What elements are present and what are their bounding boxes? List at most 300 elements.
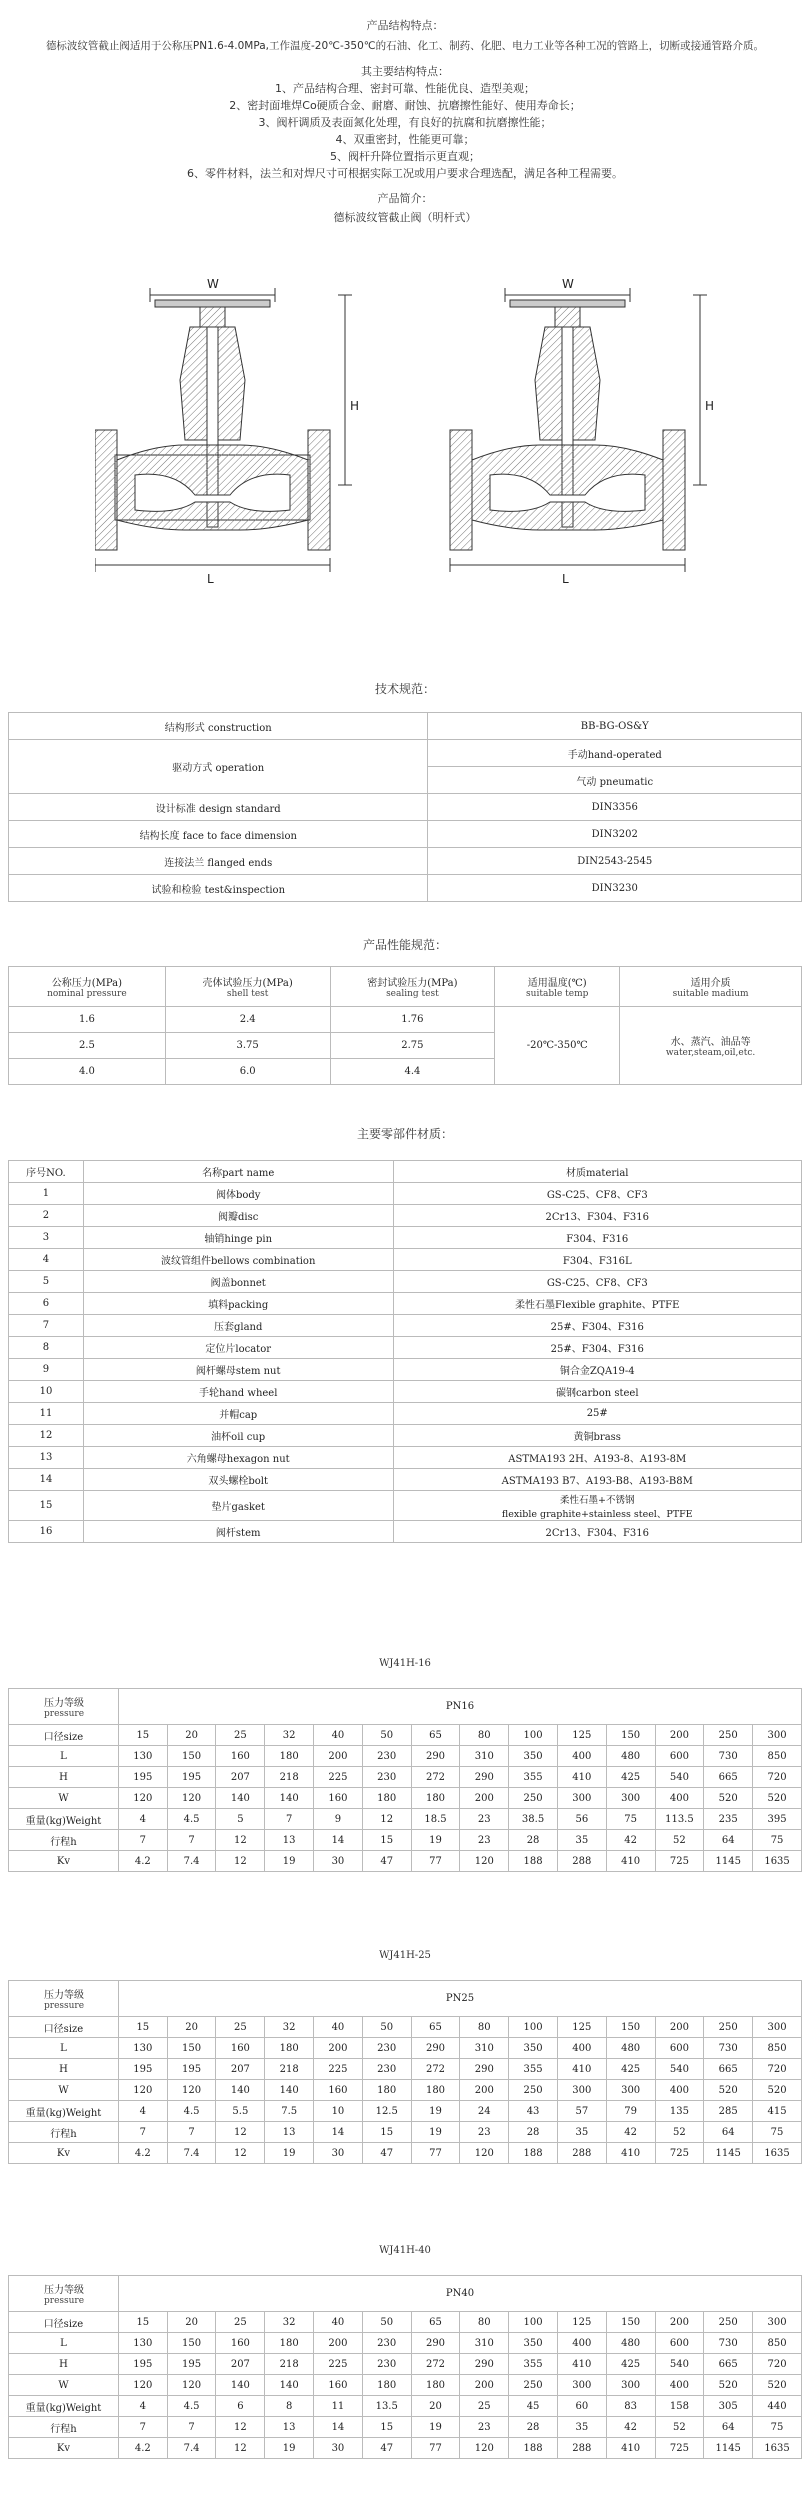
table-cell: 15 (118, 1725, 167, 1746)
table-cell: 7 (118, 1830, 167, 1851)
table-cell: 730 (704, 1746, 753, 1767)
table-cell: 180 (411, 2375, 460, 2396)
table-cell: 850 (753, 2333, 802, 2354)
table-cell: 50 (362, 2312, 411, 2333)
header-cell (620, 967, 802, 1007)
table-cell: 手轮hand wheel (83, 1381, 393, 1403)
table-row (9, 967, 802, 1007)
table-row (9, 2101, 802, 2122)
intro-desc: 德标波纹管截止阀适用于公称压PN1.6-4.0MPa,工作温度-20℃-350℃的石油、化工、制药、化肥、电力工业等各种工况的管路上，切断或接通管路介质。 (45, 40, 765, 52)
table-cell: 40 (314, 2017, 363, 2038)
table-cell: 1145 (704, 2438, 753, 2459)
table-row (9, 1809, 802, 1830)
row-label: H (9, 1767, 119, 1788)
table-cell: 15 (362, 1830, 411, 1851)
table-cell: 13 (265, 1830, 314, 1851)
table-cell: 32 (265, 1725, 314, 1746)
table-cell: 120 (460, 2438, 509, 2459)
table-cell: 64 (704, 1830, 753, 1851)
table-cell: 180 (362, 1788, 411, 1809)
table-cell: 355 (509, 1767, 558, 1788)
table-cell: 730 (704, 2333, 753, 2354)
table-cell: 218 (265, 2354, 314, 2375)
table-cell: 1145 (704, 1851, 753, 1872)
table-cell: 23 (460, 2122, 509, 2143)
table-row (9, 1007, 802, 1033)
table-cell: 300 (753, 1725, 802, 1746)
product-title: 产品简介： (377, 192, 433, 205)
row-label: W (9, 1788, 119, 1809)
table-cell: 200 (460, 1788, 509, 1809)
intro-title: 产品结构特点： (366, 19, 444, 32)
table-cell: 230 (362, 2038, 411, 2059)
table-cell: 180 (265, 1746, 314, 1767)
table-row (9, 1337, 802, 1359)
table-cell: 130 (118, 1746, 167, 1767)
table-row (9, 875, 802, 902)
table-cell: 288 (557, 2438, 606, 2459)
table-cell: 250 (704, 2017, 753, 2038)
table-cell: 160 (216, 2333, 265, 2354)
table-cell: 8 (9, 1337, 84, 1359)
table-cell: 压套gland (83, 1315, 393, 1337)
table-cell: 15 (362, 2417, 411, 2438)
table-cell: 725 (655, 2438, 704, 2459)
table-row (9, 1293, 802, 1315)
table-cell: DIN2543-2545 (428, 848, 802, 875)
table-cell: 195 (118, 1767, 167, 1788)
table-cell: 19 (265, 2438, 314, 2459)
table-cell: 355 (509, 2059, 558, 2080)
table-cell: 410 (557, 1767, 606, 1788)
table-cell: 64 (704, 2417, 753, 2438)
table-cell: 300 (606, 2080, 655, 2101)
table-cell: 300 (753, 2017, 802, 2038)
table-cell: 720 (753, 2354, 802, 2375)
table-cell: 158 (655, 2396, 704, 2417)
table-cell: 19 (411, 1830, 460, 1851)
table-cell: 75 (753, 1830, 802, 1851)
table-row (9, 1491, 802, 1521)
table-cell: 14 (9, 1469, 84, 1491)
table-row (9, 1746, 802, 1767)
table-cell: 310 (460, 2333, 509, 2354)
table-row (9, 713, 802, 740)
table-cell: 120 (167, 2080, 216, 2101)
table-cell: 520 (704, 2080, 753, 2101)
table-cell: 288 (557, 1851, 606, 1872)
table-cell: 125 (557, 1725, 606, 1746)
table-cell: 23 (460, 2417, 509, 2438)
table-cell: 218 (265, 1767, 314, 1788)
header-cell: 序号NO. (9, 1161, 84, 1183)
table-row (9, 794, 802, 821)
table-cell: 15 (118, 2312, 167, 2333)
table-cell: 柔性石墨+不锈钢 flexible graphite+stainless steel、PTFE (393, 1491, 802, 1521)
table-cell: 16 (9, 1521, 84, 1543)
features-title: 其主要结构特点： (361, 65, 449, 78)
table-cell: 200 (655, 1725, 704, 1746)
table-cell: 150 (606, 2017, 655, 2038)
table-cell: 12 (216, 2417, 265, 2438)
table-row (9, 2080, 802, 2101)
table-cell: 440 (753, 2396, 802, 2417)
table-cell: GS-C25、CF8、CF3 (393, 1183, 802, 1205)
table-cell: DIN3230 (428, 875, 802, 902)
table-cell: DIN3356 (428, 794, 802, 821)
table-cell: 225 (314, 1767, 363, 1788)
row-label: L (9, 2333, 119, 2354)
table-cell: 180 (265, 2038, 314, 2059)
table-cell: 13 (265, 2122, 314, 2143)
pressure-en: pressure (44, 2001, 85, 2011)
table-cell: 32 (265, 2312, 314, 2333)
table-cell: 272 (411, 2059, 460, 2080)
table-cell: 120 (118, 2080, 167, 2101)
table-cell: 阀瓣disc (83, 1205, 393, 1227)
table-cell: 188 (509, 2438, 558, 2459)
table-cell: GS-C25、CF8、CF3 (393, 1271, 802, 1293)
table-cell: 218 (265, 2059, 314, 2080)
table-cell: 25#、F304、F316 (393, 1315, 802, 1337)
table-cell: 140 (265, 1788, 314, 1809)
table-cell: 19 (411, 2122, 460, 2143)
table-cell: 195 (118, 2059, 167, 2080)
table-cell: DIN3202 (428, 821, 802, 848)
table-row (9, 1425, 802, 1447)
table-row (9, 1249, 802, 1271)
table-cell: 12.5 (362, 2101, 411, 2122)
table-cell: 160 (314, 1788, 363, 1809)
table-row (9, 2375, 802, 2396)
table-cell: 50 (362, 2017, 411, 2038)
table-cell: 40 (314, 1725, 363, 1746)
table-cell: 113.5 (655, 1809, 704, 1830)
table-cell: 400 (557, 1746, 606, 1767)
table-cell: 12 (216, 1830, 265, 1851)
table-cell: 195 (167, 2354, 216, 2375)
table-cell: 并帽cap (83, 1403, 393, 1425)
table-cell: 80 (460, 1725, 509, 1746)
table-cell: 7 (118, 2417, 167, 2438)
table-cell: 11 (9, 1403, 84, 1425)
row-label: 行程h (9, 2417, 119, 2438)
pressure-cn: 压力等级 (44, 1990, 84, 2001)
table-cell: 黄铜brass (393, 1425, 802, 1447)
table-cell: 395 (753, 1809, 802, 1830)
table-cell: 碳钢carbon steel (393, 1381, 802, 1403)
table-cell: 3 (9, 1227, 84, 1249)
table-cell: 200 (655, 2312, 704, 2333)
table-cell: 410 (606, 1851, 655, 1872)
table-row (9, 1767, 802, 1788)
table-cell: 520 (753, 2375, 802, 2396)
row-label: 口径size (9, 1725, 119, 1746)
table-cell: 50 (362, 1725, 411, 1746)
header-cell: 材质material (393, 1161, 802, 1183)
table-cell: 230 (362, 2059, 411, 2080)
table-cell: 180 (411, 1788, 460, 1809)
table-cell: 180 (265, 2333, 314, 2354)
table-cell: 200 (655, 2017, 704, 2038)
table-cell: 300 (557, 2375, 606, 2396)
table-cell: 25 (216, 2017, 265, 2038)
table-cell: 铜合金ZQA19-4 (393, 1359, 802, 1381)
table-cell: 400 (557, 2333, 606, 2354)
table-cell: 400 (655, 2375, 704, 2396)
table-row (9, 1359, 802, 1381)
row-label: L (9, 2038, 119, 2059)
table-cell: 42 (606, 2122, 655, 2143)
table-cell: 665 (704, 1767, 753, 1788)
table-cell: 12 (216, 2143, 265, 2164)
table-cell: 150 (167, 1746, 216, 1767)
table-cell: 425 (606, 1767, 655, 1788)
table-cell: 79 (606, 2101, 655, 2122)
table-cell: 19 (411, 2101, 460, 2122)
table-cell: 7.4 (167, 1851, 216, 1872)
table-row (9, 1227, 802, 1249)
table-cell: 290 (411, 2333, 460, 2354)
row-label: Kv (9, 2438, 119, 2459)
table-cell: 130 (118, 2333, 167, 2354)
table-cell: 77 (411, 1851, 460, 1872)
table-cell: 25 (216, 2312, 265, 2333)
table-cell: 480 (606, 2038, 655, 2059)
table-cell: 310 (460, 2038, 509, 2059)
table-cell: 30 (314, 2143, 363, 2164)
table-cell: 56 (557, 1809, 606, 1830)
table-cell: 设计标准 design standard (9, 794, 428, 821)
table-cell: 720 (753, 1767, 802, 1788)
table-cell: 730 (704, 2038, 753, 2059)
header-cell: 名称part name (83, 1161, 393, 1183)
pressure-cn: 压力等级 (44, 1698, 84, 1709)
table-cell: 1145 (704, 2143, 753, 2164)
table-cell: 30 (314, 1851, 363, 1872)
table-cell: 120 (167, 2375, 216, 2396)
table-cell: 60 (557, 2396, 606, 2417)
table-cell: 410 (557, 2059, 606, 2080)
table-cell: 180 (362, 2080, 411, 2101)
table-cell: F304、F316 (393, 1227, 802, 1249)
header-cn: 壳体试验压力(MPa) (202, 978, 293, 989)
table-cell: 13 (9, 1447, 84, 1469)
table-cell: 32 (265, 2017, 314, 2038)
table-cell: 1635 (753, 1851, 802, 1872)
table-cell: 250 (509, 2080, 558, 2101)
table-cell: 7.4 (167, 2143, 216, 2164)
table-cell: 665 (704, 2354, 753, 2375)
table-cell: 4.5 (167, 1809, 216, 1830)
table-cell: 2Cr13、F304、F316 (393, 1521, 802, 1543)
table-row (9, 1381, 802, 1403)
table-cell: 400 (655, 2080, 704, 2101)
table-cell: 195 (167, 2059, 216, 2080)
table-cell: 64 (704, 2122, 753, 2143)
table-cell: 195 (167, 1767, 216, 1788)
table-cell: 阀杆螺母stem nut (83, 1359, 393, 1381)
table-cell: 25 (460, 2396, 509, 2417)
table-cell: 25# (393, 1403, 802, 1425)
table-cell: 52 (655, 2417, 704, 2438)
feature-6: 6、零件材料，法兰和对焊尺寸可根据实际工况或用户要求合理选配，满足各种工程需要。 (187, 167, 623, 180)
table-cell: 13.5 (362, 2396, 411, 2417)
table-cell: 83 (606, 2396, 655, 2417)
table-cell: 120 (118, 2375, 167, 2396)
table-cell: 250 (704, 2312, 753, 2333)
table-cell: 300 (606, 2375, 655, 2396)
table-cell: 290 (411, 2038, 460, 2059)
table-cell: 4 (9, 1249, 84, 1271)
medium-cell (620, 1007, 802, 1085)
table-cell: 160 (314, 2375, 363, 2396)
table-cell: 120 (460, 1851, 509, 1872)
pn-header: PN25 (118, 1981, 801, 2017)
table-cell: 47 (362, 2438, 411, 2459)
table-cell: 12 (362, 1809, 411, 1830)
table-cell: 540 (655, 2354, 704, 2375)
table-cell: 38.5 (509, 1809, 558, 1830)
header-cn: 适用介质 (690, 978, 731, 989)
table-row (9, 2438, 802, 2459)
dim-table-pn16 (8, 1688, 802, 1872)
table-cell: 725 (655, 1851, 704, 1872)
table-cell: 425 (606, 2354, 655, 2375)
table-cell: 720 (753, 2059, 802, 2080)
table-cell: 57 (557, 2101, 606, 2122)
materials-title: 主要零部件材质： (356, 1127, 453, 1141)
row-label: 重量(kg)Weight (9, 1809, 119, 1830)
table-cell: 65 (411, 2312, 460, 2333)
table-cell: 12 (216, 1851, 265, 1872)
feature-3: 3、阀杆调质及表面氮化处理，有良好的抗腐和抗磨擦性能； (258, 116, 552, 129)
header-cell (9, 967, 166, 1007)
table-cell: 288 (557, 2143, 606, 2164)
table-cell: 填料packing (83, 1293, 393, 1315)
table-cell: 250 (704, 1725, 753, 1746)
dim-title-2: WJ41H-25 (379, 1950, 431, 1961)
table-cell: 5.5 (216, 2101, 265, 2122)
table-header-row (9, 1981, 802, 2017)
table-cell: 100 (509, 1725, 558, 1746)
table-cell: 65 (411, 1725, 460, 1746)
header-en: sealing test (386, 989, 439, 999)
table-cell: 1 (9, 1183, 84, 1205)
table-cell: 35 (557, 2417, 606, 2438)
table-cell: 140 (216, 2080, 265, 2101)
table-cell: 160 (216, 1746, 265, 1767)
table-cell: 45 (509, 2396, 558, 2417)
table-cell: 4.2 (118, 1851, 167, 1872)
table-cell: 230 (362, 2354, 411, 2375)
table-cell: 272 (411, 1767, 460, 1788)
table-cell: 520 (704, 1788, 753, 1809)
table-cell: 355 (509, 2354, 558, 2375)
table-cell: 20 (167, 2312, 216, 2333)
table-cell: F304、F316L (393, 1249, 802, 1271)
table-row (9, 1788, 802, 1809)
table-cell: 75 (606, 1809, 655, 1830)
table-cell: 200 (460, 2375, 509, 2396)
table-cell: 130 (118, 2038, 167, 2059)
table-cell: 20 (167, 2017, 216, 2038)
header-cell (165, 967, 330, 1007)
table-cell: 7.5 (265, 2101, 314, 2122)
table-cell: 100 (509, 2312, 558, 2333)
table-cell: 200 (314, 2038, 363, 2059)
table-cell: 200 (314, 1746, 363, 1767)
table-cell: 65 (411, 2017, 460, 2038)
table-cell: 52 (655, 2122, 704, 2143)
table-cell: 28 (509, 2122, 558, 2143)
table-cell: 4.2 (118, 2143, 167, 2164)
header-cell (330, 967, 495, 1007)
table-cell: 207 (216, 2059, 265, 2080)
table-cell: 180 (362, 2375, 411, 2396)
table-cell: 6 (9, 1293, 84, 1315)
table-cell: 207 (216, 2354, 265, 2375)
table-cell: 7 (167, 2122, 216, 2143)
table-row (9, 1271, 802, 1293)
table-cell: 28 (509, 1830, 558, 1851)
product-subtitle: 德标波纹管截止阀（明杆式） (333, 211, 477, 224)
table-cell: 结构长度 face to face dimension (9, 821, 428, 848)
table-cell: 14 (314, 2122, 363, 2143)
header-cn: 密封试验压力(MPa) (367, 978, 458, 989)
medium-cn: 水、蒸汽、油品等 (670, 1037, 751, 1048)
table-cell: 12 (216, 2122, 265, 2143)
table-cell: 160 (216, 2038, 265, 2059)
pressure-header (9, 2276, 119, 2312)
table-cell: 290 (460, 2059, 509, 2080)
table-cell: 410 (606, 2143, 655, 2164)
table-cell: 290 (460, 1767, 509, 1788)
table-cell: 285 (704, 2101, 753, 2122)
pressure-header (9, 1689, 119, 1725)
feature-2: 2、密封面堆焊Co硬质合金、耐磨、耐蚀、抗磨擦性能好、使用寿命长； (229, 99, 581, 112)
perf-title: 产品性能规范： (362, 938, 447, 952)
materials-table (8, 1160, 802, 1543)
valve-drawing-left (95, 277, 359, 586)
table-cell: 波纹管组件bellows combination (83, 1249, 393, 1271)
pressure-header (9, 1981, 119, 2017)
table-row (9, 1447, 802, 1469)
table-cell: 35 (557, 2122, 606, 2143)
pn-header: PN16 (118, 1689, 801, 1725)
table-cell: 850 (753, 1746, 802, 1767)
table-cell: 80 (460, 2312, 509, 2333)
table-cell: 2.4 (165, 1007, 330, 1033)
table-cell: 结构形式 construction (9, 713, 428, 740)
header-en: suitable madium (672, 989, 749, 999)
table-cell: 23 (460, 1830, 509, 1851)
table-cell: 125 (557, 2017, 606, 2038)
table-cell: 250 (509, 2375, 558, 2396)
table-cell: 230 (362, 1767, 411, 1788)
table-row (9, 2017, 802, 2038)
temp-cell: -20℃-350℃ (495, 1007, 620, 1085)
table-cell: 300 (753, 2312, 802, 2333)
table-row (9, 2354, 802, 2375)
dim-table-pn25 (8, 1980, 802, 2164)
dim-title-1: WJ41H-16 (379, 1658, 431, 1669)
table-row (9, 2059, 802, 2080)
table-cell: 665 (704, 2059, 753, 2080)
row-label: H (9, 2059, 119, 2080)
table-cell: 150 (167, 2038, 216, 2059)
pressure-cn: 压力等级 (44, 2285, 84, 2296)
